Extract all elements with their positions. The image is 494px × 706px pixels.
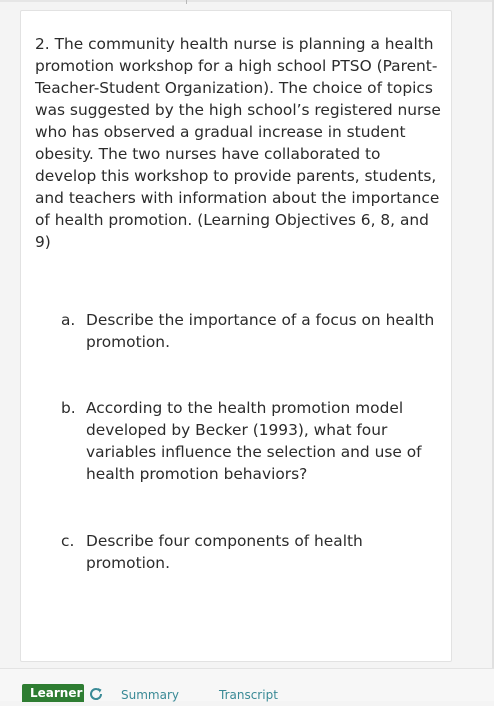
- question-card: [20, 10, 452, 662]
- tab-learner[interactable]: Learner: [22, 684, 84, 702]
- sub-question-text: Describe four components of health promotion.: [86, 532, 363, 572]
- sub-question-marker: b.: [61, 399, 76, 417]
- sub-question-b: [61, 397, 443, 485]
- sub-question-c: [61, 530, 443, 574]
- sub-question-text: Describe the importance of a focus on health promotion.: [86, 311, 435, 351]
- sub-question-list: [61, 309, 443, 574]
- sub-question-text: According to the health promotion model developed by Becker (1993), what four variables influence the selection and use of health promotion behaviors?: [86, 399, 422, 483]
- sub-question-a: [61, 309, 443, 353]
- question-text: 2. The community health nurse is planning a health promotion workshop for a high school PTSO (Parent-Teacher-Student Organization). The choice of topics was suggested by the high school’s registered nurse who has observed a gradual increase in student obesity. The two nurses have collaborated to develop this workshop to provide parents, students, and teachers with information about the importance of health promotion. (Learning Objectives 6, 8, and 9): [35, 35, 441, 251]
- top-divider: [0, 0, 494, 2]
- sub-question-marker: c.: [61, 532, 75, 550]
- top-tick-mark: [186, 0, 187, 4]
- tab-summary[interactable]: Summary: [121, 688, 179, 702]
- sub-question-marker: a.: [61, 311, 76, 329]
- tab-transcript[interactable]: Transcript: [219, 688, 278, 702]
